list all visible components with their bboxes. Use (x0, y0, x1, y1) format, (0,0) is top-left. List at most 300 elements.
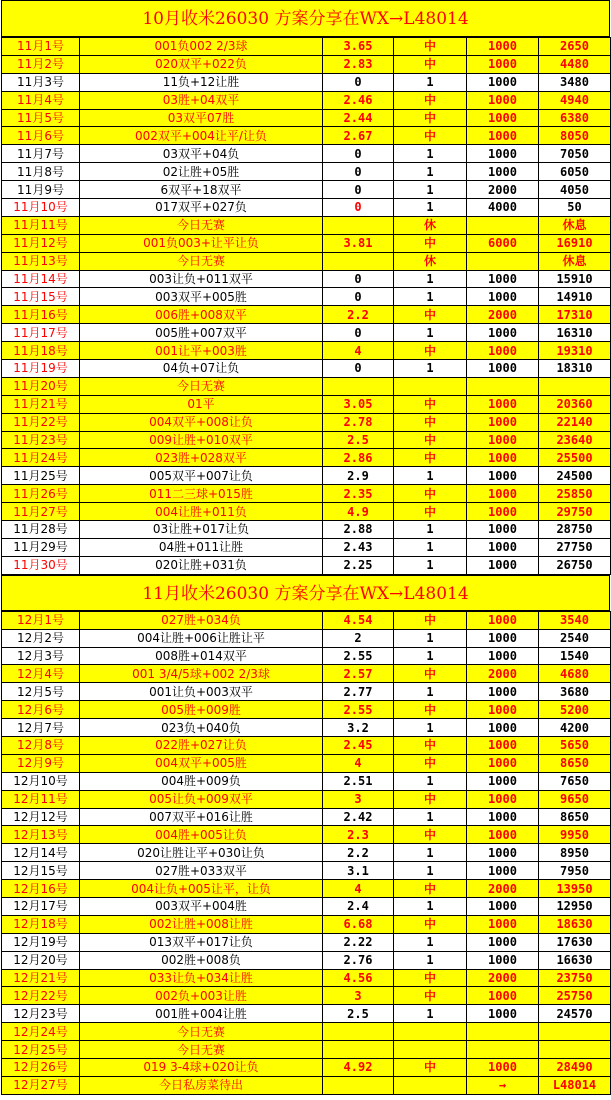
table-row (2, 754, 611, 772)
table-row (2, 360, 611, 378)
table-row (2, 127, 611, 145)
stake-cell (467, 252, 539, 270)
stake-cell: 1000 (467, 862, 539, 880)
date-cell: 11月17号 (2, 324, 80, 342)
odds-cell: 2.83 (323, 55, 394, 73)
date-cell: 11月3号 (2, 73, 80, 91)
table-row (2, 808, 611, 826)
result-cell: 1 (394, 897, 467, 915)
balance-cell: 4680 (539, 665, 611, 683)
date-cell: 12月14号 (2, 844, 80, 862)
balance-cell: 24570 (539, 1005, 611, 1023)
odds-cell: 2.4 (323, 897, 394, 915)
plan-cell: 005让负+009双平 (80, 790, 323, 808)
balance-cell: 18630 (539, 915, 611, 933)
balance-cell: 15910 (539, 270, 611, 288)
stake-cell: 1000 (467, 163, 539, 181)
plan-cell: 004双平+005胜 (80, 754, 323, 772)
date-cell: 12月7号 (2, 719, 80, 737)
date-cell: 12月21号 (2, 969, 80, 987)
odds-cell: 0 (323, 181, 394, 199)
date-cell: 12月16号 (2, 880, 80, 898)
date-cell: 11月1号 (2, 38, 80, 56)
stake-cell: 1000 (467, 538, 539, 556)
stake-cell: 1000 (467, 611, 539, 629)
result-cell: 中 (394, 880, 467, 898)
plan-cell: 今日无赛 (80, 1041, 323, 1059)
plan-cell: 004让胜+011负 (80, 503, 323, 521)
date-cell: 12月10号 (2, 772, 80, 790)
plan-cell: 04胜+011让胜 (80, 538, 323, 556)
date-cell: 11月25号 (2, 467, 80, 485)
date-cell: 12月26号 (2, 1058, 80, 1076)
date-cell: 11月24号 (2, 449, 80, 467)
odds-cell: 2.42 (323, 808, 394, 826)
plan-cell: 023胜+028双平 (80, 449, 323, 467)
december-table (1, 611, 611, 1095)
plan-cell: 003让负+011双平 (80, 270, 323, 288)
balance-cell: 4940 (539, 91, 611, 109)
table-row (2, 288, 611, 306)
date-cell: 11月6号 (2, 127, 80, 145)
plan-cell: 002让胜+008让胜 (80, 915, 323, 933)
stake-cell: 1000 (467, 360, 539, 378)
stake-cell: 1000 (467, 127, 539, 145)
stake-cell: 1000 (467, 897, 539, 915)
result-cell (394, 377, 467, 395)
balance-cell: 28750 (539, 521, 611, 539)
balance-cell: 4050 (539, 181, 611, 199)
odds-cell: 4.9 (323, 503, 394, 521)
odds-cell (323, 377, 394, 395)
result-cell: 1 (394, 324, 467, 342)
balance-cell: 4200 (539, 719, 611, 737)
stake-cell: 2000 (467, 969, 539, 987)
result-cell: 1 (394, 772, 467, 790)
plan-cell: 027胜+033双平 (80, 862, 323, 880)
plan-cell: 03双平+04负 (80, 145, 323, 163)
table-row (2, 719, 611, 737)
odds-cell: 4.92 (323, 1058, 394, 1076)
table-row (2, 1023, 611, 1041)
date-cell: 12月19号 (2, 933, 80, 951)
plan-cell: 020双平+022负 (80, 55, 323, 73)
result-cell: 1 (394, 556, 467, 574)
plan-cell: 004让胜+006让胜让平 (80, 629, 323, 647)
table-row (2, 234, 611, 252)
result-cell: 中 (394, 611, 467, 629)
date-cell: 12月18号 (2, 915, 80, 933)
balance-cell: 17310 (539, 306, 611, 324)
plan-cell: 03双平07胜 (80, 109, 323, 127)
result-cell: 1 (394, 270, 467, 288)
date-cell: 11月29号 (2, 538, 80, 556)
table-row (2, 1076, 611, 1094)
stake-cell: 6000 (467, 234, 539, 252)
plan-cell: 03胜+04双平 (80, 91, 323, 109)
date-cell: 12月6号 (2, 701, 80, 719)
table-row (2, 91, 611, 109)
odds-cell: 2.78 (323, 413, 394, 431)
stake-cell (467, 377, 539, 395)
date-cell: 12月12号 (2, 808, 80, 826)
result-cell: 1 (394, 521, 467, 539)
result-cell: 中 (394, 485, 467, 503)
result-cell: 1 (394, 808, 467, 826)
table-row (2, 342, 611, 360)
plan-cell: 017双平+027负 (80, 199, 323, 217)
table-row (2, 951, 611, 969)
table-row (2, 701, 611, 719)
date-cell: 12月20号 (2, 951, 80, 969)
odds-cell: 2.57 (323, 665, 394, 683)
stake-cell: 1000 (467, 629, 539, 647)
odds-cell: 3.05 (323, 395, 394, 413)
date-cell: 11月19号 (2, 360, 80, 378)
record-sheet (1, 0, 610, 1095)
result-cell: 中 (394, 306, 467, 324)
odds-cell: 0 (323, 145, 394, 163)
balance-cell: 23750 (539, 969, 611, 987)
stake-cell: 2000 (467, 665, 539, 683)
plan-cell: 006胜+008双平 (80, 306, 323, 324)
odds-cell: 2.2 (323, 306, 394, 324)
date-cell: 11月28号 (2, 521, 80, 539)
odds-cell: 3 (323, 790, 394, 808)
table-row (2, 772, 611, 790)
plan-cell: 001让负+003双平 (80, 683, 323, 701)
result-cell (394, 1041, 467, 1059)
balance-cell: 26750 (539, 556, 611, 574)
odds-cell: 2.46 (323, 91, 394, 109)
result-cell: 中 (394, 503, 467, 521)
table-row (2, 377, 611, 395)
result-cell: 中 (394, 109, 467, 127)
result-cell: 1 (394, 1005, 467, 1023)
date-cell: 12月24号 (2, 1023, 80, 1041)
result-cell: 1 (394, 288, 467, 306)
odds-cell: 2.43 (323, 538, 394, 556)
stake-cell: 1000 (467, 933, 539, 951)
result-cell: 1 (394, 73, 467, 91)
stake-cell: 1000 (467, 683, 539, 701)
plan-cell: 002双平+004让平/让负 (80, 127, 323, 145)
odds-cell (323, 252, 394, 270)
result-cell: 中 (394, 449, 467, 467)
date-cell: 11月13号 (2, 252, 80, 270)
balance-cell: 2540 (539, 629, 611, 647)
table-row (2, 252, 611, 270)
result-cell: 1 (394, 145, 467, 163)
plan-cell: 001胜+004让胜 (80, 1005, 323, 1023)
stake-cell: 1000 (467, 38, 539, 56)
stake-cell: 1000 (467, 808, 539, 826)
stake-cell: 1000 (467, 951, 539, 969)
date-cell: 11月30号 (2, 556, 80, 574)
date-cell: 12月2号 (2, 629, 80, 647)
stake-cell: 1000 (467, 91, 539, 109)
balance-cell (539, 1023, 611, 1041)
stake-cell: 1000 (467, 915, 539, 933)
table-row (2, 665, 611, 683)
stake-cell: 1000 (467, 790, 539, 808)
result-cell: 中 (394, 969, 467, 987)
balance-cell: 24500 (539, 467, 611, 485)
stake-cell: 1000 (467, 431, 539, 449)
plan-cell: 01平 (80, 395, 323, 413)
odds-cell: 3 (323, 987, 394, 1005)
date-cell: 12月5号 (2, 683, 80, 701)
balance-cell: 8950 (539, 844, 611, 862)
date-cell: 12月15号 (2, 862, 80, 880)
odds-cell (323, 1076, 394, 1094)
balance-cell: 7650 (539, 772, 611, 790)
plan-cell: 今日无赛 (80, 377, 323, 395)
odds-cell: 2.86 (323, 449, 394, 467)
stake-cell: 1000 (467, 521, 539, 539)
date-cell: 11月4号 (2, 91, 80, 109)
stake-cell: 1000 (467, 987, 539, 1005)
result-cell: 1 (394, 933, 467, 951)
odds-cell: 0 (323, 73, 394, 91)
odds-cell: 2.77 (323, 683, 394, 701)
plan-cell: 007双平+016让胜 (80, 808, 323, 826)
odds-cell: 2.55 (323, 701, 394, 719)
plan-cell: 004胜+005让负 (80, 826, 323, 844)
result-cell: 中 (394, 790, 467, 808)
odds-cell: 2.45 (323, 736, 394, 754)
stake-cell: 2000 (467, 306, 539, 324)
odds-cell: 2.88 (323, 521, 394, 539)
balance-cell: 8650 (539, 754, 611, 772)
date-cell: 11月9号 (2, 181, 80, 199)
stake-cell: 1000 (467, 395, 539, 413)
stake-cell: 1000 (467, 324, 539, 342)
plan-cell: 今日私房菜待出 (80, 1076, 323, 1094)
result-cell: 1 (394, 467, 467, 485)
balance-cell: 休息 (539, 216, 611, 234)
stake-cell: 1000 (467, 647, 539, 665)
date-cell: 12月17号 (2, 897, 80, 915)
plan-cell: 今日无赛 (80, 252, 323, 270)
table-row (2, 538, 611, 556)
date-cell: 11月21号 (2, 395, 80, 413)
plan-cell: 001负003+让平让负 (80, 234, 323, 252)
table-row (2, 163, 611, 181)
table-row (2, 629, 611, 647)
odds-cell (323, 216, 394, 234)
odds-cell: 2.25 (323, 556, 394, 574)
stake-cell: 1000 (467, 701, 539, 719)
balance-cell: 18310 (539, 360, 611, 378)
odds-cell: 3.2 (323, 719, 394, 737)
plan-cell: 011二三球+015胜 (80, 485, 323, 503)
date-cell: 11月15号 (2, 288, 80, 306)
table-row (2, 38, 611, 56)
date-cell: 11月22号 (2, 413, 80, 431)
plan-cell: 023负+040负 (80, 719, 323, 737)
table-row (2, 324, 611, 342)
october-summary-banner: 10月收米26030 方案分享在WX→L48014 (1, 0, 610, 37)
result-cell: 1 (394, 862, 467, 880)
date-cell: 12月13号 (2, 826, 80, 844)
result-cell: 中 (394, 1058, 467, 1076)
stake-cell: 1000 (467, 772, 539, 790)
balance-cell: 5200 (539, 701, 611, 719)
odds-cell: 2.35 (323, 485, 394, 503)
stake-cell: 1000 (467, 467, 539, 485)
balance-cell: 16310 (539, 324, 611, 342)
balance-cell: 3480 (539, 73, 611, 91)
table-row (2, 790, 611, 808)
balance-cell: 8050 (539, 127, 611, 145)
plan-cell: 002负+003让胜 (80, 987, 323, 1005)
stake-cell: 1000 (467, 288, 539, 306)
table-row (2, 306, 611, 324)
table-row (2, 216, 611, 234)
result-cell: 1 (394, 360, 467, 378)
table-row (2, 485, 611, 503)
balance-cell: 9650 (539, 790, 611, 808)
odds-cell: 3.81 (323, 234, 394, 252)
result-cell: 中 (394, 736, 467, 754)
plan-cell: 001 3/4/5球+002 2/3球 (80, 665, 323, 683)
balance-cell: 50 (539, 199, 611, 217)
balance-cell: 6380 (539, 109, 611, 127)
table-row (2, 145, 611, 163)
result-cell: 1 (394, 538, 467, 556)
stake-cell: → (467, 1076, 539, 1094)
stake-cell: 4000 (467, 199, 539, 217)
odds-cell: 4 (323, 754, 394, 772)
odds-cell: 0 (323, 288, 394, 306)
result-cell: 中 (394, 754, 467, 772)
plan-cell: 003双平+005胜 (80, 288, 323, 306)
balance-cell: 休息 (539, 252, 611, 270)
plan-cell: 11负+12让胜 (80, 73, 323, 91)
result-cell: 1 (394, 199, 467, 217)
plan-cell: 033让负+034让胜 (80, 969, 323, 987)
stake-cell: 1000 (467, 503, 539, 521)
result-cell: 中 (394, 701, 467, 719)
table-row (2, 736, 611, 754)
plan-cell: 04负+07让负 (80, 360, 323, 378)
balance-cell: 7950 (539, 862, 611, 880)
result-cell: 中 (394, 55, 467, 73)
plan-cell: 004双平+008让负 (80, 413, 323, 431)
odds-cell: 2.22 (323, 933, 394, 951)
stake-cell: 2000 (467, 880, 539, 898)
table-row (2, 1005, 611, 1023)
plan-cell: 013双平+017让负 (80, 933, 323, 951)
november-summary-banner: 11月收米26030 方案分享在WX→L48014 (1, 575, 610, 611)
plan-cell: 003双平+004胜 (80, 897, 323, 915)
result-cell (394, 1076, 467, 1094)
table-row (2, 647, 611, 665)
odds-cell: 0 (323, 270, 394, 288)
plan-cell: 002胜+008负 (80, 951, 323, 969)
date-cell: 11月16号 (2, 306, 80, 324)
odds-cell: 3.65 (323, 38, 394, 56)
date-cell: 11月12号 (2, 234, 80, 252)
plan-cell: 001让平+003胜 (80, 342, 323, 360)
table-row (2, 933, 611, 951)
balance-cell: 22140 (539, 413, 611, 431)
stake-cell: 1000 (467, 754, 539, 772)
table-row (2, 395, 611, 413)
plan-cell: 02让胜+05胜 (80, 163, 323, 181)
balance-cell: 17630 (539, 933, 611, 951)
result-cell: 1 (394, 163, 467, 181)
odds-cell: 2.5 (323, 431, 394, 449)
balance-cell: 5650 (539, 736, 611, 754)
result-cell: 1 (394, 683, 467, 701)
table-row (2, 55, 611, 73)
odds-cell: 0 (323, 163, 394, 181)
balance-cell: 12950 (539, 897, 611, 915)
result-cell: 中 (394, 395, 467, 413)
result-cell (394, 1023, 467, 1041)
balance-cell: 7050 (539, 145, 611, 163)
table-row (2, 413, 611, 431)
balance-cell: 16630 (539, 951, 611, 969)
result-cell: 1 (394, 629, 467, 647)
date-cell: 12月23号 (2, 1005, 80, 1023)
plan-cell: 004胜+009负 (80, 772, 323, 790)
table-row (2, 503, 611, 521)
table-row (2, 1058, 611, 1076)
odds-cell: 2.2 (323, 844, 394, 862)
result-cell: 中 (394, 665, 467, 683)
plan-cell: 008胜+014双平 (80, 647, 323, 665)
date-cell: 12月1号 (2, 611, 80, 629)
date-cell: 11月11号 (2, 216, 80, 234)
odds-cell: 4 (323, 342, 394, 360)
plan-cell: 022胜+027让负 (80, 736, 323, 754)
stake-cell: 1000 (467, 556, 539, 574)
stake-cell (467, 216, 539, 234)
date-cell: 12月4号 (2, 665, 80, 683)
date-cell: 11月10号 (2, 199, 80, 217)
balance-cell: 25850 (539, 485, 611, 503)
result-cell: 1 (394, 181, 467, 199)
table-row (2, 969, 611, 987)
odds-cell: 0 (323, 324, 394, 342)
result-cell: 中 (394, 234, 467, 252)
date-cell: 11月20号 (2, 377, 80, 395)
balance-cell: 16910 (539, 234, 611, 252)
balance-cell: 25500 (539, 449, 611, 467)
plan-cell: 009让胜+010双平 (80, 431, 323, 449)
balance-cell: 9950 (539, 826, 611, 844)
odds-cell: 2.76 (323, 951, 394, 969)
result-cell: 中 (394, 127, 467, 145)
odds-cell: 0 (323, 360, 394, 378)
date-cell: 11月26号 (2, 485, 80, 503)
odds-cell (323, 1023, 394, 1041)
table-row (2, 611, 611, 629)
stake-cell: 1000 (467, 145, 539, 163)
result-cell: 1 (394, 719, 467, 737)
balance-cell (539, 377, 611, 395)
stake-cell: 1000 (467, 485, 539, 503)
table-row (2, 521, 611, 539)
plan-cell: 020让胜+031负 (80, 556, 323, 574)
result-cell: 1 (394, 647, 467, 665)
odds-cell: 6.68 (323, 915, 394, 933)
table-row (2, 862, 611, 880)
stake-cell: 1000 (467, 736, 539, 754)
